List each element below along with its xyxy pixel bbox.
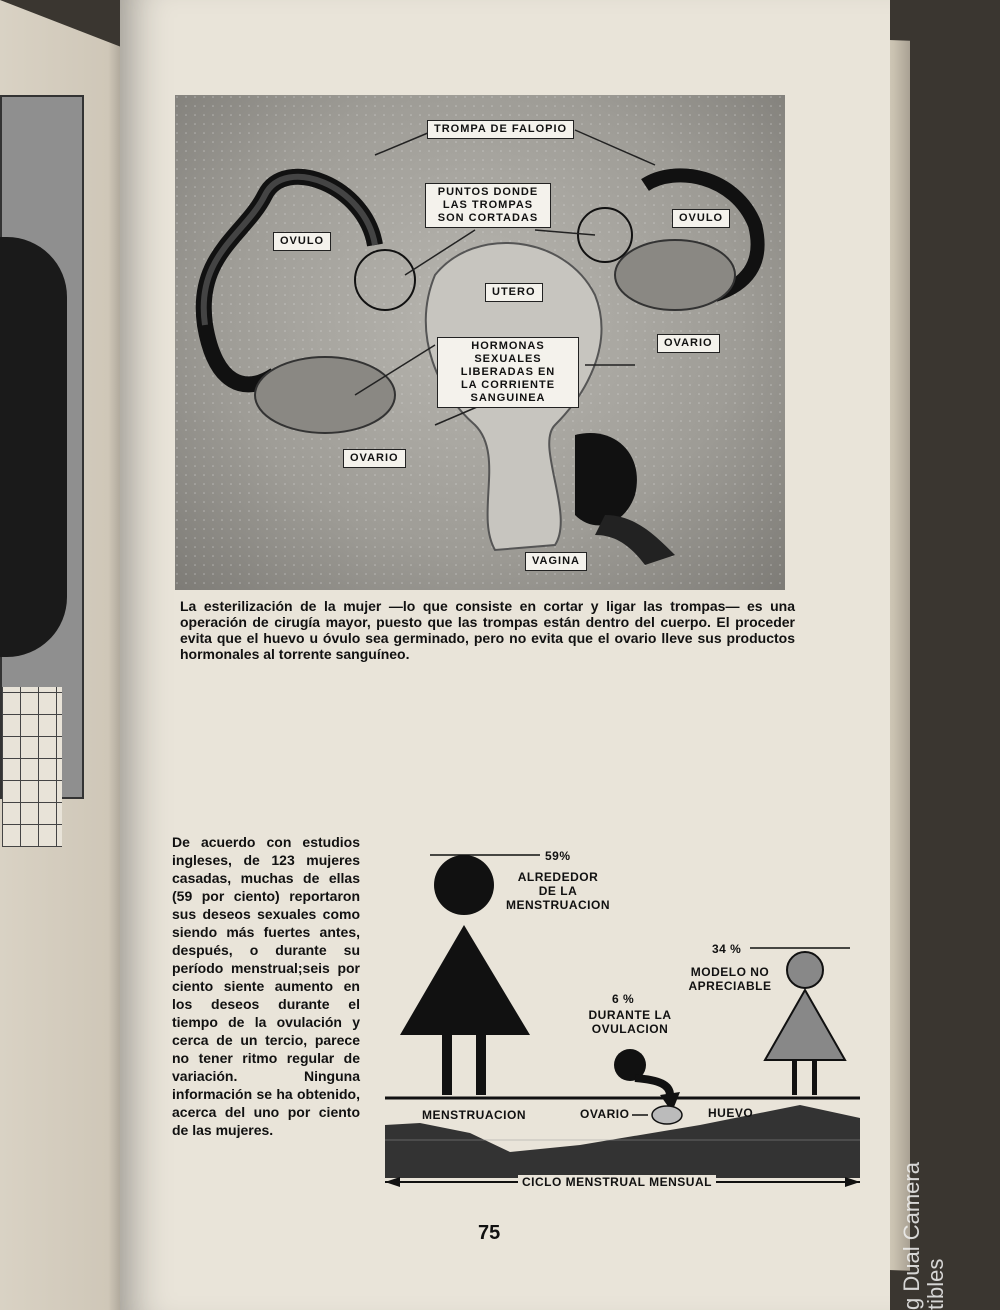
small-figure-label [680, 965, 780, 993]
big-figure-label-line-3: MENSTRUACION [506, 898, 610, 912]
label-puntos-line-2: LAS TROMPAS [442, 199, 534, 211]
left-illustration-grid [2, 687, 62, 847]
camera-watermark [900, 1135, 980, 1310]
label-utero: UTERO [485, 283, 543, 302]
illustration-caption: La esterilización de la mujer —lo que consiste en cortar y ligar las trompas— es una operación de cirugía mayor, puesto que las trompas están dentro del cuerpo. El proceder evita que el huevo u óvulo sea germinado, pero no evita que el ovario lleve sus productos hormonales al torrente sanguíneo. [180, 598, 795, 662]
label-hormonas-line-2: LIBERADAS EN [460, 366, 556, 378]
label-hormonas-line-4: SANGUINEA [470, 392, 546, 404]
small-figure-label-line-1: MODELO NO [690, 965, 770, 979]
small-figure-percent: 34 % [712, 942, 742, 956]
label-hormonas-line-3: LA CORRIENTE [460, 379, 556, 391]
big-figure-body [400, 925, 530, 1035]
big-figure-percent: 59% [545, 849, 571, 863]
label-ovario-left: OVARIO [343, 449, 406, 468]
label-hormonas-line-1: HORMONAS SEXUALES [471, 340, 545, 365]
left-page [0, 0, 135, 1310]
label-puntos-donde [425, 183, 551, 228]
watermark-line-2: tibles [923, 1258, 948, 1310]
ciclo-label: CICLO MENSTRUAL MENSUAL [518, 1175, 716, 1189]
mid-figure-label [574, 1008, 686, 1036]
mid-figure-label-line-1: DURANTE LA [588, 1008, 672, 1022]
label-puntos-line-3: SON CORTADAS [437, 212, 539, 224]
huevo-label: HUEVO [708, 1106, 754, 1120]
label-puntos-line-1: PUNTOS DONDE [437, 186, 539, 198]
label-vagina: VAGINA [525, 552, 587, 571]
mid-figure-percent: 6 % [612, 992, 635, 1006]
big-figure-label-line-2: DE LA [538, 884, 578, 898]
mid-figure-label-line-2: OVULACION [591, 1022, 669, 1036]
big-figure-head [434, 855, 494, 915]
label-ovario-right: OVARIO [657, 334, 720, 353]
small-figure-label-line-2: APRECIABLE [688, 979, 772, 993]
label-hormonas [437, 337, 579, 408]
anatomy-illustration [175, 95, 785, 590]
menstruacion-label: MENSTRUACION [422, 1108, 526, 1122]
label-ovulo-right: OVULO [672, 209, 730, 228]
page-number: 75 [478, 1222, 501, 1244]
label-trompa-de-falopio: TROMPA DE FALOPIO [427, 120, 574, 139]
watermark-line-1: g Dual Camera [899, 1162, 924, 1310]
big-figure-label-line-1: ALREDEDOR [517, 870, 599, 884]
side-paragraph: De acuerdo con estudios ingleses, de 123 mujeres casadas, muchas de ellas (59 por ciento) reportaron sus deseos sexuales como siendo más fuertes antes, después, o durante su período menstrual;seis por ciento siente aumento en los deseos durante el tiempo de la ovulación y cerca de un tercio, parece no tener ritmo regular de variación. Ninguna información se ha obtenido, acerca del uno por ciento de las mujeres. [172, 834, 360, 1138]
ovario-label: OVARIO [580, 1107, 630, 1121]
big-figure-label [503, 870, 613, 912]
left-illustration-shape [0, 237, 67, 657]
left-page-illustration [0, 95, 84, 799]
label-ovulo-left: OVULO [273, 232, 331, 251]
